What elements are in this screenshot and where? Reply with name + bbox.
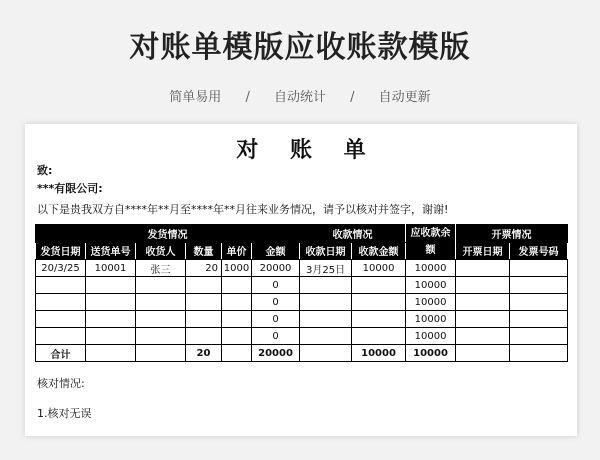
table-cell[interactable]: [36, 294, 86, 311]
table-cell: [510, 345, 568, 362]
table-cell[interactable]: [136, 311, 186, 328]
table-cell[interactable]: [352, 277, 406, 294]
table-row: [36, 311, 568, 328]
col-unit-price: 单价: [222, 242, 252, 260]
table-cell[interactable]: 10000: [406, 294, 456, 311]
table-cell[interactable]: [510, 260, 568, 277]
table-cell[interactable]: [222, 311, 252, 328]
table-cell[interactable]: [510, 294, 568, 311]
table-cell[interactable]: 0: [252, 311, 300, 328]
table-cell[interactable]: 20000: [252, 260, 300, 277]
table-cell[interactable]: [300, 311, 352, 328]
table-body: [36, 260, 568, 362]
table-cell: [136, 345, 186, 362]
total-label: 合计: [36, 345, 86, 362]
feature-tags: [0, 86, 600, 105]
table-cell[interactable]: 10000: [406, 260, 456, 277]
table-cell[interactable]: 20: [186, 260, 222, 277]
page-title: 对账单模版应收账款模版: [129, 30, 471, 65]
table-cell[interactable]: 0: [252, 294, 300, 311]
table-group-header-row: [36, 225, 568, 243]
table-cell[interactable]: [136, 294, 186, 311]
table-row: [36, 294, 568, 311]
table-row: [36, 260, 568, 277]
group-receipt: 收款情况: [300, 225, 406, 243]
table-cell[interactable]: [36, 328, 86, 345]
table-cell[interactable]: 10000: [406, 277, 456, 294]
table-cell[interactable]: 张三: [136, 260, 186, 277]
total-receipt-amount: 10000: [352, 345, 406, 362]
table-cell[interactable]: 3月25日: [300, 260, 352, 277]
col-receipt-amount: 收款金额: [352, 242, 406, 260]
total-amount: 20000: [252, 345, 300, 362]
table-cell[interactable]: [36, 277, 86, 294]
table-cell: [300, 345, 352, 362]
table-cell[interactable]: 10001: [86, 260, 136, 277]
table-cell[interactable]: [36, 311, 86, 328]
table-cell: [456, 345, 510, 362]
table-cell[interactable]: [222, 328, 252, 345]
total-balance: 10000: [406, 345, 456, 362]
table-cell[interactable]: [222, 277, 252, 294]
col-receipt-date: 收款日期: [300, 242, 352, 260]
statement-title: 对 账 单: [236, 138, 378, 163]
table-cell[interactable]: [352, 311, 406, 328]
col-amount: 金额: [252, 242, 300, 260]
table-column-header-row: [36, 242, 568, 260]
table-cell[interactable]: [186, 328, 222, 345]
table-cell[interactable]: 20/3/25: [36, 260, 86, 277]
check-result: 1.核对无误: [37, 407, 92, 420]
total-quantity: 20: [186, 345, 222, 362]
table-cell[interactable]: [86, 328, 136, 345]
table-cell[interactable]: [352, 328, 406, 345]
tag-auto-stats: 自动统计: [273, 90, 326, 105]
table-cell: [86, 345, 136, 362]
statement-preview-card[interactable]: [25, 124, 577, 436]
table-cell: [222, 345, 252, 362]
table-total-row: [36, 345, 568, 362]
table-cell[interactable]: [186, 311, 222, 328]
table-cell[interactable]: 1000: [222, 260, 252, 277]
table-cell[interactable]: [86, 294, 136, 311]
table-cell[interactable]: [136, 277, 186, 294]
tag-separator: /: [245, 90, 250, 105]
table-cell[interactable]: 10000: [406, 311, 456, 328]
table-cell[interactable]: [456, 311, 510, 328]
group-invoice: 开票情况: [456, 225, 568, 243]
table-cell[interactable]: [456, 260, 510, 277]
intro-text: 以下是贵我双方自****年**月至****年**月往来业务情况，请予以核对并签字，谢谢!: [37, 203, 449, 216]
table-cell[interactable]: [222, 294, 252, 311]
table-cell[interactable]: [456, 277, 510, 294]
col-delivery-no: 送货单号: [86, 242, 136, 260]
table-cell[interactable]: [456, 328, 510, 345]
table-cell[interactable]: [86, 277, 136, 294]
table-cell[interactable]: [352, 294, 406, 311]
table-cell[interactable]: [510, 311, 568, 328]
tag-separator: /: [350, 90, 355, 105]
table-cell[interactable]: [186, 294, 222, 311]
tag-easy: 简单易用: [169, 90, 222, 105]
table-cell[interactable]: [510, 328, 568, 345]
recipient-label: 致:: [37, 164, 53, 177]
table-cell[interactable]: 0: [252, 328, 300, 345]
col-invoice-no: 发票号码: [510, 242, 568, 260]
tag-auto-update: 自动更新: [378, 90, 431, 105]
col-ship-date: 发货日期: [36, 242, 86, 260]
table-cell[interactable]: [136, 328, 186, 345]
table-cell[interactable]: [300, 294, 352, 311]
table-cell[interactable]: [510, 277, 568, 294]
group-balance: 应收款余额: [406, 225, 456, 260]
col-consignee: 收货人: [136, 242, 186, 260]
group-shipping: 发货情况: [36, 225, 300, 243]
table-cell[interactable]: [300, 328, 352, 345]
company-name: ***有限公司:: [37, 182, 103, 195]
table-cell[interactable]: [300, 277, 352, 294]
table-row: [36, 277, 568, 294]
table-cell[interactable]: 0: [252, 277, 300, 294]
col-invoice-date: 开票日期: [456, 242, 510, 260]
statement-table: [35, 224, 568, 362]
table-cell[interactable]: [186, 277, 222, 294]
table-cell[interactable]: [456, 294, 510, 311]
table-cell[interactable]: 10000: [352, 260, 406, 277]
table-cell[interactable]: [86, 311, 136, 328]
check-status-label: 核对情况:: [37, 377, 85, 390]
table-row: [36, 328, 568, 345]
table-cell[interactable]: 10000: [406, 328, 456, 345]
col-quantity: 数量: [186, 242, 222, 260]
